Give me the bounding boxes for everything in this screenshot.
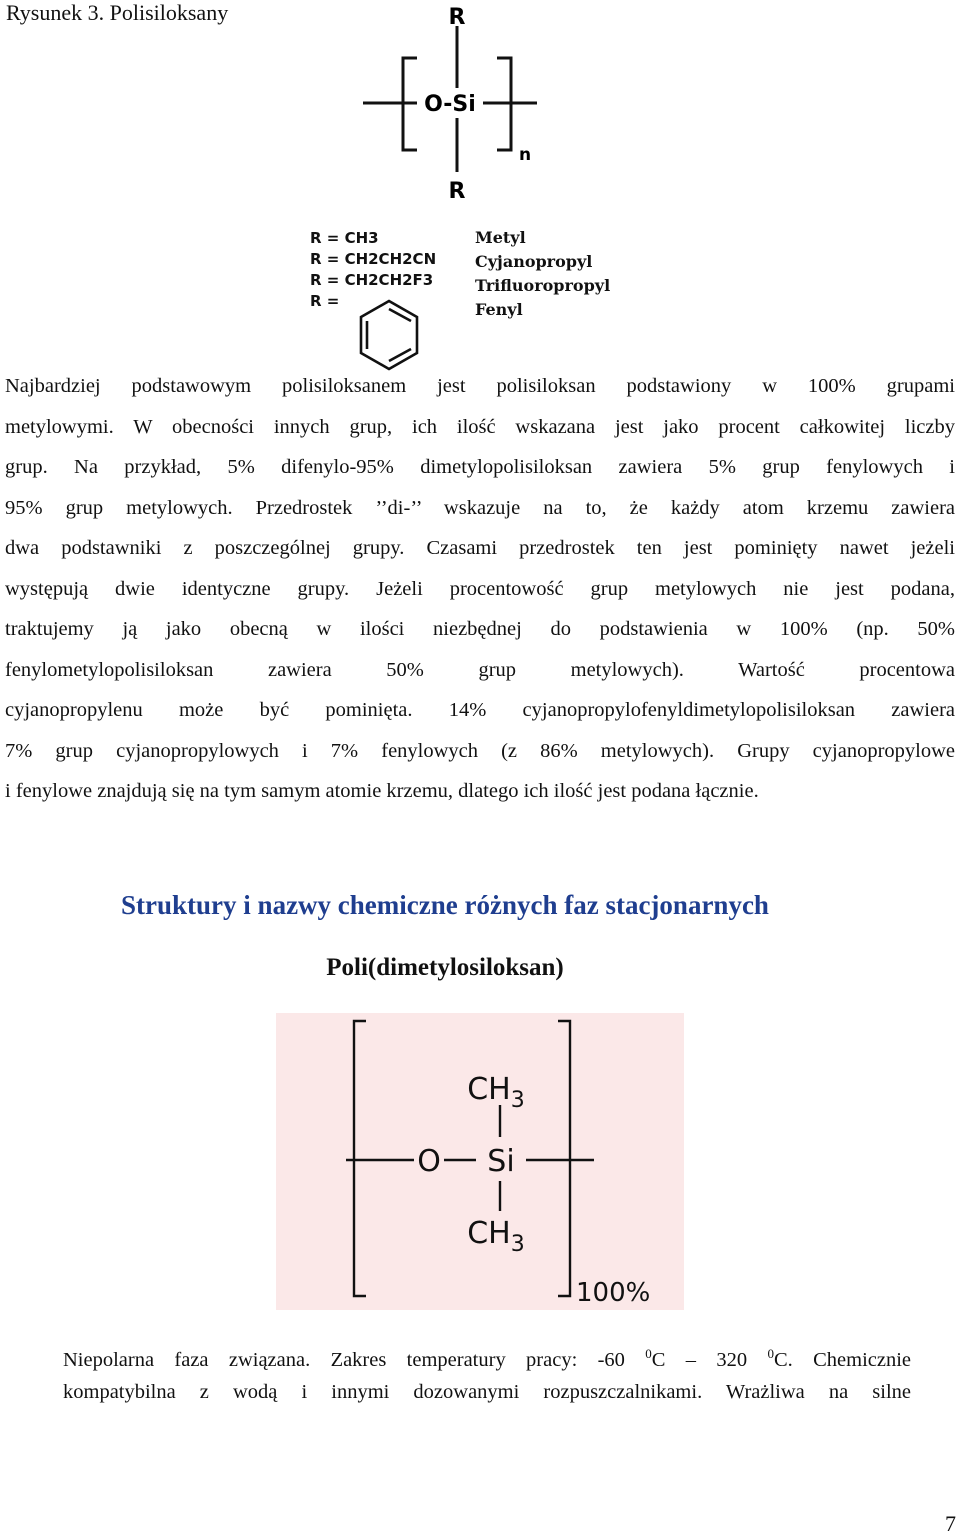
paragraph-line: dwa podstawniki z poszczególnej grupy. Czasami przedrostek ten jest pominięty nawet jeżeli: [5, 537, 955, 559]
section-subheading: Poli(dimetylosiloksan): [326, 954, 564, 981]
section-heading: Struktury i nazwy chemiczne różnych faz stacjonarnych: [121, 890, 769, 920]
substituent-formula: R = CH3: [310, 229, 379, 247]
description-text: C. Chemicznie: [773, 1348, 911, 1371]
substituent-name: Trifluoropropyl: [475, 276, 611, 295]
repeat-percent-label: 100%: [576, 1278, 651, 1308]
substituent-name: Fenyl: [475, 300, 523, 319]
phase-description: [63, 1334, 911, 1412]
structure-repeat-index: n: [519, 145, 532, 165]
top-methyl-subscript: 3: [510, 1088, 525, 1113]
paragraph-line: fenylometylopolisiloksan zawiera 50% grup metylowych). Wartość procentowa: [5, 658, 955, 681]
degree-superscript: 0: [767, 1346, 774, 1361]
description-line: kompatybilna z wodą i innymi dozowanymi rozpuszczalnikami. Wrażliwa na silne: [63, 1381, 911, 1403]
degree-superscript: 0: [645, 1346, 652, 1361]
description-line: [63, 1334, 911, 1373]
substituent-formula: R =: [310, 292, 340, 310]
paragraph-line: występują dwie identyczne grupy. Jeżeli procentowość grup metylowych nie jest podana,: [5, 577, 955, 600]
svg-text:CH3: [467, 1216, 525, 1257]
top-methyl-group: CH: [467, 1072, 511, 1107]
substituent-formula: R = CH2CH2F3: [310, 271, 434, 289]
substituent-name: Cyjanopropyl: [475, 252, 593, 271]
substituent-name: Metyl: [475, 228, 526, 247]
paragraph-line: grup. Na przykład, 5% difenylo-95% dimetylopolisiloksan zawiera 5% grup fenylowych i: [5, 456, 955, 478]
paragraph-line: i fenylowe znajdują się na tym samym atomie krzemu, dlatego ich ilość jest podana łącznie.: [5, 780, 759, 802]
structure-bottom-group: R: [448, 179, 466, 204]
page-number: 7: [945, 1511, 956, 1536]
paragraph-line: cyjanopropylenu może być pominięta. 14% cyjanopropylofenyldimetylopolisiloksan zawiera: [5, 699, 955, 721]
structure-top-group: R: [448, 5, 466, 30]
polydimethylsiloxane-structure: [276, 1013, 684, 1310]
figure-caption: Rysunek 3. Polisiloksany: [6, 0, 229, 25]
bottom-methyl-subscript: 3: [510, 1232, 525, 1257]
silicon-atom: Si: [487, 1144, 515, 1179]
paragraph-line: metylowymi. W obecności innych grup, ich ilość wskazana jest jako procent całkowitej liczby: [5, 415, 955, 438]
substituent-names: [475, 226, 650, 322]
paragraph-line: Najbardziej podstawowym polisiloksanem jest polisiloksan podstawiony w 100% grupami: [5, 375, 955, 397]
description-text: C – 320: [651, 1348, 748, 1371]
paragraph-line: traktujemy ją jako obecną w ilości niezbędnej do podstawienia w 100% (np. 50%: [5, 618, 955, 640]
substituent-legend: [310, 228, 650, 373]
svg-text:CH3: [467, 1072, 525, 1113]
substituent-formula: R = CH2CH2CN: [310, 250, 437, 268]
body-paragraph: [5, 366, 955, 812]
polysiloxane-structure: [355, 0, 555, 210]
paragraph-line: 95% grup metylowych. Przedrostek ’’di-’’ wskazuje na to, że każdy atom krzemu zawiera: [5, 496, 955, 519]
paragraph-line: 7% grup cyjanopropylowych i 7% fenylowych (z 86% metylowych). Grupy cyjanopropylowe: [5, 739, 955, 762]
oxygen-atom: O: [417, 1144, 441, 1179]
description-text: Niepolarna faza związana. Zakres temperatury pracy: -60: [63, 1348, 625, 1371]
benzene-ring-icon: [356, 298, 422, 372]
structure-backbone: O-Si: [424, 92, 476, 117]
bottom-methyl-group: CH: [467, 1216, 511, 1251]
